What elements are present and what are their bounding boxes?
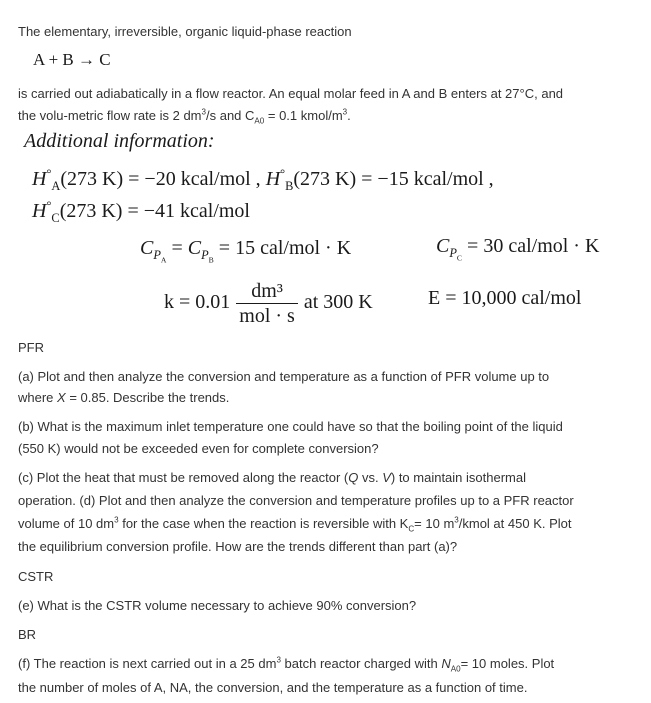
intro-text: The elementary, irreversible, organic liquid-phase reaction [18,24,352,39]
additional-info-heading: Additional information: [24,130,215,152]
rate-constant-units: $\frac{\text{dm³}}{\text{mol · s}}$ [236,280,298,327]
question-cd-line-4: the equilibrium conversion profile. How are the trends different than part (a)? [18,539,458,554]
question-e: (e) What is the CSTR volume necessary to achieve 90% conversion? [18,598,417,613]
description-line-2: the volu-metric flow rate is 2 $dm^3/s$ and $C_{A0} = 0.1$ kmol/$m^3$. [18,107,351,126]
question-a-line-1: (a) Plot and then analyze the conversion and temperature as a function of PFR volume up to [18,369,550,384]
question-a-line-2: where X = 0.85. Describe the trends. [18,390,230,405]
question-b-line-1: (b) What is the maximum inlet temperature one could have so that the boiling point of the liquid [18,419,563,434]
question-cd-line-2: operation. (d) Plot and then analyze the conversion and temperature profiles up to a PFR reactor [18,493,574,508]
question-b-line-2: (550 K) would not be exceeded even for complete conversion? [18,441,379,456]
question-f-line-2: the number of moles of A, NA, the conversion, and the temperature as a function of time. [18,680,528,695]
enthalpy-a-b: $H^\circ_A(273$ K) = −20 kcal/mol , $H^\circ_B(273$ K) = −15 kcal/mol , [32,166,494,193]
section-br-label: BR [18,627,37,642]
activation-energy: E = 10,000 cal/mol [428,287,582,309]
description-line-1: is carried out adiabatically in a flow reactor. An equal molar feed in A and B enters at 27°C, and [18,86,564,101]
question-cd-line-1: (c) Plot the heat that must be removed along the reactor (Q vs. V) to maintain isothermal [18,470,526,485]
rate-constant: k = 0.01 $\frac{\text{dm³}}{\text{mol · s}}$ at 300 K [164,280,373,327]
section-cstr-label: CSTR [18,569,54,584]
section-pfr-label: PFR [18,340,44,355]
question-f-line-1: (f) The reaction is next carried out in a 25 $dm^3$ batch reactor charged with $N_{A0}= 10$ moles. Plot [18,655,555,674]
heat-capacity-c: $C_{P_C} = 30$ cal/mol · K [436,235,600,263]
enthalpy-c: $H^\circ_C(273$ K) = −41 kcal/mol [32,198,250,225]
heat-capacity-ab: $C_{P_A} = C_{P_B} = 15$ cal/mol · K [140,237,352,265]
question-cd-line-3: volume of 10 $dm^3$ for the case when the reaction is reversible with $K_C= 10$ $m^3$/kmol at 450 K. Plot [18,515,572,534]
reaction-equation: A + B → C [33,50,111,69]
